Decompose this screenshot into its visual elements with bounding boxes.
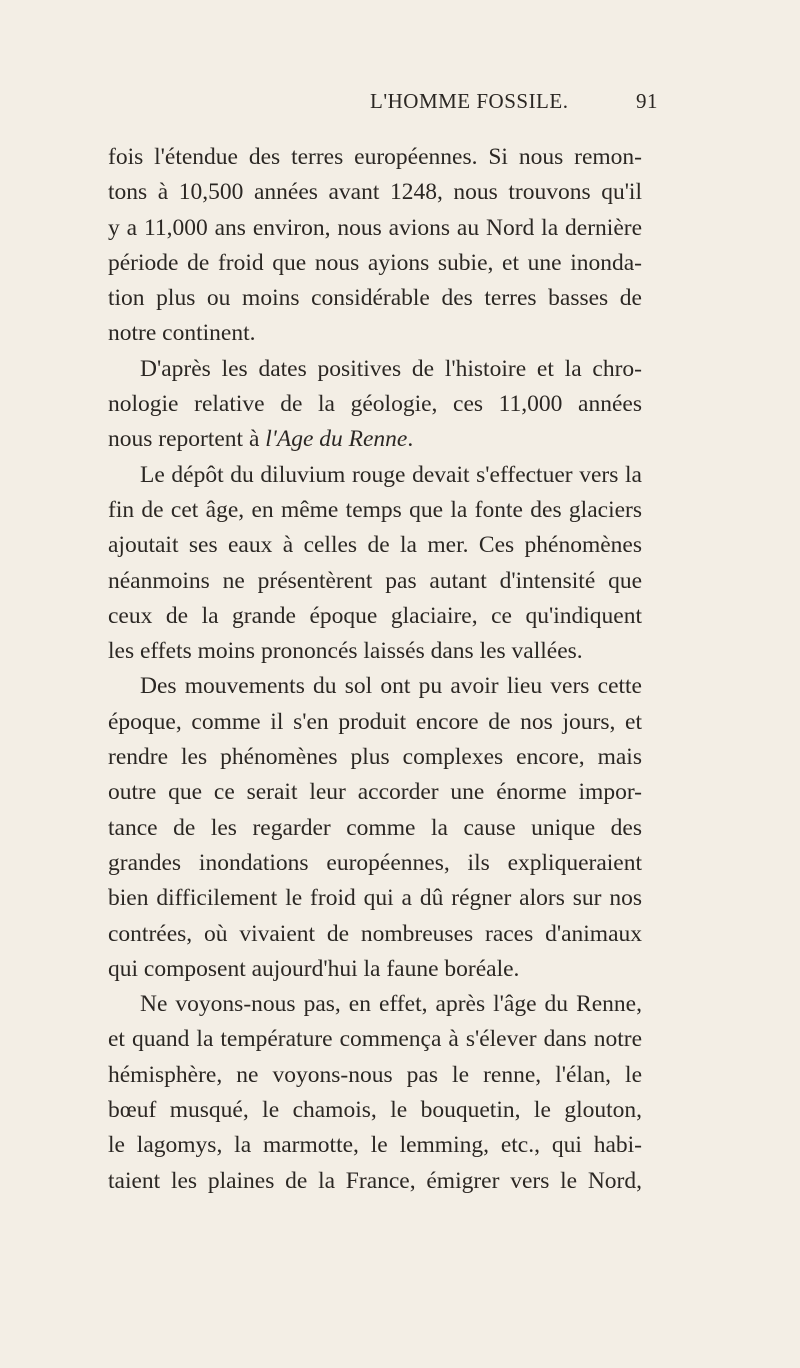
- text-line: outre que ce serait leur accorder une énorme impor-: [108, 779, 642, 806]
- text-line: grandes inondations européennes, ils expliqueraient: [108, 849, 642, 876]
- text-line-with-italic: [108, 422, 642, 457]
- italic-phrase: l'Age du Renne: [265, 426, 408, 453]
- running-head: [0, 89, 800, 119]
- text-line: fin de cet âge, en même temps que la fonte des glaciers: [108, 496, 642, 523]
- text-line: y a 11,000 ans environ, nous avions au Nord la dernière: [108, 214, 642, 241]
- text-line: taient les plaines de la France, émigrer vers le Nord,: [108, 1167, 642, 1194]
- paragraph-start-line: Des mouvements du sol ont pu avoir lieu vers cette: [140, 673, 642, 700]
- text-line: fois l'étendue des terres européennes. Si nous remon-: [108, 144, 642, 170]
- text-line: ajoutait ses eaux à celles de la mer. Ces phénomènes: [108, 532, 642, 559]
- paragraph-start-line: Ne voyons-nous pas, en effet, après l'âge du Renne,: [140, 991, 642, 1018]
- text-line: tons à 10,500 années avant 1248, nous trouvons qu'il: [108, 179, 642, 206]
- text-fragment: nous reportent à: [108, 426, 266, 453]
- paragraph-start-line: Le dépôt du diluvium rouge devait s'effectuer vers la: [140, 461, 642, 488]
- text-line: bœuf musqué, le chamois, le bouquetin, le glouton,: [108, 1097, 642, 1124]
- page-number: 91: [636, 89, 658, 113]
- paragraph-start-line: D'après les dates positives de l'histoire et la chro-: [140, 355, 642, 382]
- text-line: nologie relative de la géologie, ces 11,000 années: [108, 391, 642, 418]
- text-line: contrées, où vivaient de nombreuses races d'animaux: [108, 920, 642, 947]
- text-line: notre continent.: [108, 320, 256, 347]
- text-line: les effets moins prononcés laissés dans les vallées.: [108, 638, 583, 665]
- text-line: le lagomys, la marmotte, le lemming, etc., qui habi-: [108, 1132, 642, 1159]
- text-line: période de froid que nous ayions subie, et une inonda-: [108, 249, 642, 276]
- text-line: et quand la température commença à s'élever dans notre: [108, 1026, 642, 1053]
- text-line: hémisphère, ne voyons-nous pas le renne, l'élan, le: [108, 1061, 642, 1088]
- body-text: [108, 140, 642, 1199]
- text-line: ceux de la grande époque glaciaire, ce qu'indiquent: [108, 602, 642, 629]
- text-line: rendre les phénomènes plus complexes encore, mais: [108, 744, 642, 771]
- text-line: bien difficilement le froid qui a dû régner alors sur nos: [108, 885, 642, 912]
- text-line: néanmoins ne présentèrent pas autant d'intensité que: [108, 567, 642, 594]
- text-line: qui composent aujourd'hui la faune boréale.: [108, 955, 520, 982]
- text-line: époque, comme il s'en produit encore de nos jours, et: [108, 708, 642, 735]
- text-fragment: .: [407, 426, 414, 453]
- text-line: tion plus ou moins considérable des terres basses de: [108, 285, 642, 312]
- running-title: L'HOMME FOSSILE.: [370, 89, 569, 113]
- text-line: tance de les regarder comme la cause unique des: [108, 814, 642, 841]
